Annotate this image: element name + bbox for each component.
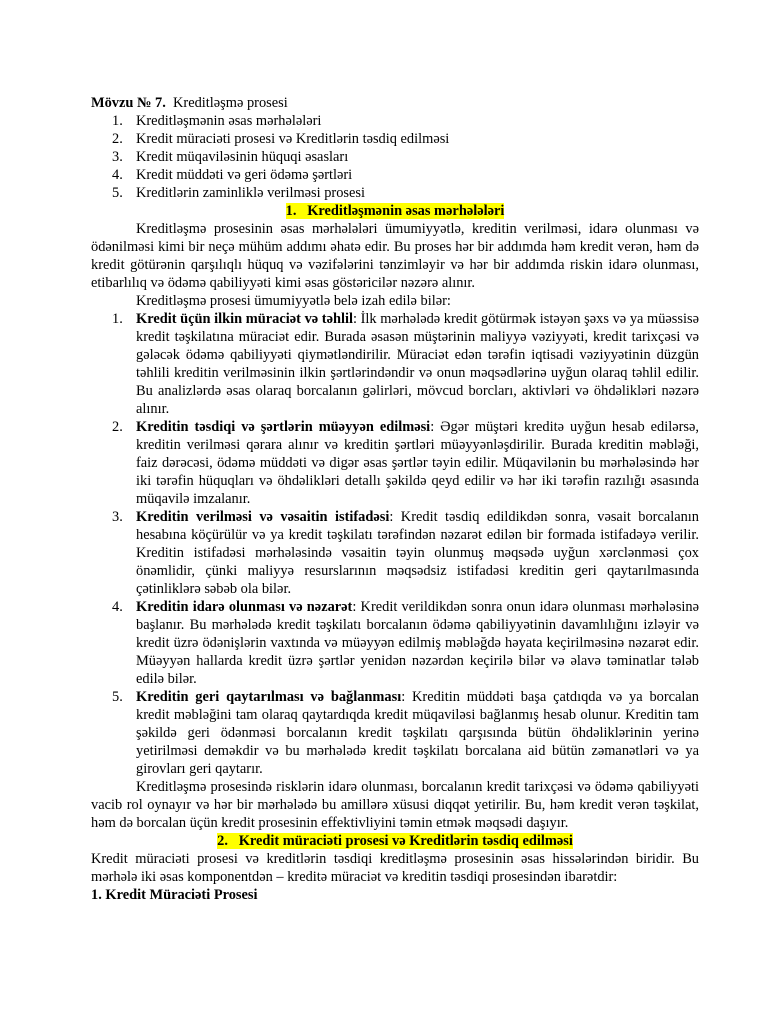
step-title: Kreditin geri qaytarılması və bağlanması — [136, 689, 402, 705]
process-step — [91, 310, 699, 418]
step-text: : Əgər müştəri kreditə uyğun hesab edilərsə, kreditin verilməsi qərara alınır və kreditin şərtləri müəyyənləşdirilir. Burada kreditin məbləği, faiz dərəcəsi, ödəmə müddəti və digər əsas şərtlər təyin edilir. Müqavilənin bu mərhələsində hər iki tərəfin hüquqları və öhdəlikləri detallı şəkildə qeyd edilir və hər iki tərəfin razılığı əsasında müqavilə imzalanır. — [136, 419, 699, 507]
toc-item-text: Kreditlərin zaminliklə verilməsi prosesi — [136, 185, 365, 201]
step-text: : Kreditin müddəti başa çatdıqda və ya borcalan kredit məbləğini tam olaraq qaytardıqda kredit müqaviləsi bağlanmış hesab olunur. Kreditin tam şəkildə geri ödənməsi borcalanın kredit təşkilatı qarşısında bütün öhdəliklərinin yerinə yetirilməsi deməkdir və bu mərhələdə kredit təşkilatı borcalana aid bütün zəmanətləri və ya girovları geri qaytarır. — [136, 689, 699, 777]
step-title: Kredit üçün ilkin müraciət və təhlil — [136, 311, 353, 327]
toc-item — [91, 166, 699, 184]
process-steps-list — [91, 310, 699, 778]
step-number: 1. — [112, 311, 123, 327]
section-closing-paragraph: Kreditləşmə prosesində risklərin idarə olunması, borcalanın kredit tarixçəsi və ödəmə qabiliyyəti vacib rol oynayır və hər bir mərhələdə bu amillərə xüsusi diqqət yetirilir. Bu, həm kredit verən təşkilat, həm də borcalan üçün kredit prosesinin effektivliyini təmin etmək məqsədi daşıyır. — [91, 779, 699, 831]
toc-item-text: Kredit müddəti və geri ödəmə şərtləri — [136, 167, 353, 183]
step-text: : Kredit təsdiq edildikdən sonra, vəsait borcalanın hesabına köçürülür və ya kredit təşkilatı tərəfindən nəzarət edilən bir formada istifadəyə verilir. Kreditin istifadəsi mərhələsində vəsaitin təyin olunmuş məqsədə uyğun xərclənməsi çox önəmlidir, çünki maliyyə resurslarının məqsədsiz istifadəsi kreditin geri qaytarılmasında çətinliklərə səbəb ola bilər. — [136, 509, 699, 597]
section-intro-paragraph: Kreditləşmə prosesinin əsas mərhələləri ümumiyyətlə, kreditin verilməsi, idarə olunması və ödənilməsi kimi bir neçə mühüm addımı əhatə edir. Bu proses hər bir addımda həm kredit verən, həm də kredit götürənin qarşılıqlı hüquq və vəzifələrini tənzimləyir və hər bir addımda riskin idarə olunması, etibarlılıq və ödəmə qabiliyyəti kimi əsas göstəricilər nəzərə alınır. — [91, 221, 699, 291]
step-number: 4. — [112, 599, 123, 615]
table-of-contents — [91, 112, 699, 202]
document-body — [91, 94, 699, 904]
toc-item-text: Kreditləşmənin əsas mərhələləri — [136, 113, 322, 129]
toc-item-number: 4. — [112, 167, 123, 183]
process-step — [91, 418, 699, 508]
process-step — [91, 508, 699, 598]
step-number: 5. — [112, 689, 123, 705]
toc-item-number: 3. — [112, 149, 123, 165]
toc-item-number: 5. — [112, 185, 123, 201]
toc-item — [91, 184, 699, 202]
section-lead-paragraph: Kreditləşmə prosesi ümumiyyətlə belə izah edilə bilər: — [136, 293, 451, 309]
toc-item — [91, 148, 699, 166]
toc-item — [91, 130, 699, 148]
process-step — [91, 688, 699, 778]
step-text: : İlk mərhələdə kredit götürmək istəyən şəxs və ya müəssisə kredit təşkilatına müraciət edir. Burada əsasən müştərinin maliyyə vəziyyəti, kredit tarixçəsi və gələcək ödəmə qabiliyyəti qiymətləndirilir. Müraciət edən tərəfin iqtisadi vəziyyətinin düzgün təhlili kreditin verilməsinin ilkin şərtlərindəndir və onun məqsədlərinə uyğun olaraq təhlil edilir. Bu analizlərdə əsas olaraq borcalanın gəlirləri, mövcud borcları, aktivləri və öhdəlikləri nəzərə alınır. — [136, 311, 699, 417]
topic-title: Kreditləşmə prosesi — [173, 95, 288, 111]
step-title: Kreditin təsdiqi və şərtlərin müəyyən edilməsi — [136, 419, 431, 435]
toc-item-text: Kredit müqaviləsinin hüquqi əsasları — [136, 149, 349, 165]
toc-item-number: 2. — [112, 131, 123, 147]
step-title: Kreditin verilməsi və vəsaitin istifadəsi — [136, 509, 390, 525]
step-title: Kreditin idarə olunması və nəzarət — [136, 599, 353, 615]
section-intro-paragraph: Kredit müraciəti prosesi və kreditlərin təsdiqi kreditləşmə prosesinin əsas hissələrindən biridir. Bu mərhələ iki əsas komponentdən – kreditə müraciət və kreditin təsdiqi prosesindən ibarətdir: — [91, 851, 699, 885]
section-heading — [91, 832, 699, 850]
section-heading — [91, 202, 699, 220]
subsection-heading: 1. Kredit Müraciəti Prosesi — [91, 887, 258, 903]
step-number: 2. — [112, 419, 123, 435]
process-step — [91, 598, 699, 688]
toc-item — [91, 112, 699, 130]
section-heading-text: 1. Kreditləşmənin əsas mərhələləri — [285, 203, 505, 219]
toc-item-number: 1. — [112, 113, 123, 129]
toc-item-text: Kredit müraciəti prosesi və Kreditlərin təsdiq edilməsi — [136, 131, 450, 147]
step-text: : Kredit verildikdən sonra onun idarə olunması mərhələsinə başlanır. Bu mərhələdə kredit təşkilatı borcalanın ödəmə qabiliyyətinin davamlılığını izləyir və kredit üzrə ödənişlərin vaxtında və müəyyən edilmiş məbləğdə həyata keçirilməsinə nəzarət edir. Müəyyən hallarda kredit üzrə şərtlər yenidən nəzərdən keçirilə bilər və əlavə təminatlar tələb edilə bilər. — [136, 599, 699, 687]
step-number: 3. — [112, 509, 123, 525]
topic-line — [91, 94, 699, 112]
section-heading-text: 2. Kredit müraciəti prosesi və Kreditlərin təsdiq edilməsi — [217, 833, 573, 849]
topic-label: Mövzu № 7. — [91, 95, 166, 111]
